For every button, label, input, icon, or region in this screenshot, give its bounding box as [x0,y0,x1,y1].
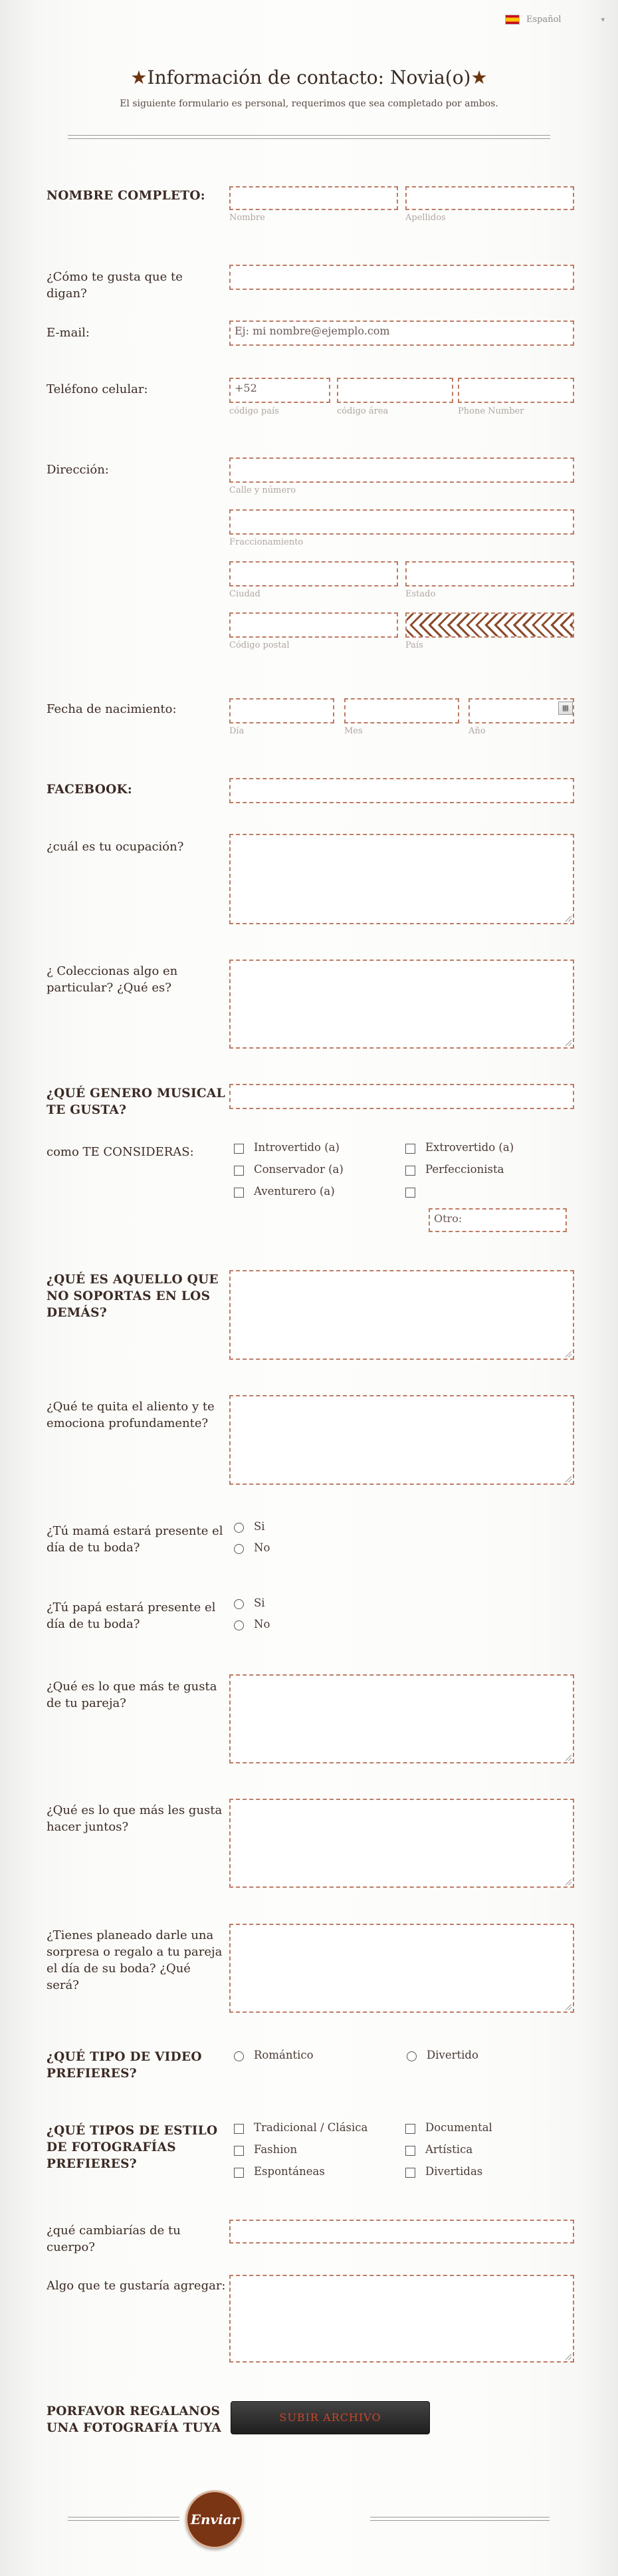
phone-country-sublabel: código país [229,406,279,416]
checkbox-tradicional[interactable] [234,2124,244,2134]
photo-style-label: ¿QUÉ TIPOS DE ESTILO DE FOTOGRAFÍAS PREFIERES? [47,2124,218,2171]
collections-textarea[interactable] [229,960,574,1049]
language-selector[interactable] [505,12,605,27]
birth-month-input[interactable] [344,698,459,723]
checkbox-aventurero[interactable] [234,1188,244,1198]
partner-like-textarea[interactable] [229,1674,574,1763]
country-select[interactable] [405,612,574,638]
option-fashion: Fashion [254,2143,298,2156]
last-name-input[interactable] [405,186,574,210]
phone-country-input[interactable]: +52 [229,378,330,403]
body-change-input[interactable] [229,2220,574,2244]
body-change-label: ¿qué cambiarías de tu cuerpo? [47,2224,181,2254]
checkbox-documental[interactable] [405,2124,415,2134]
breathtaking-label: ¿Qué te quita el aliento y te emociona profundamente? [47,1400,215,1430]
phone-area-sublabel: código área [337,406,389,416]
breathtaking-textarea[interactable] [229,1395,574,1485]
zip-input[interactable] [229,612,398,638]
language-label: Español [526,14,562,25]
radio-father-no[interactable] [234,1620,244,1630]
option-divertidas: Divertidas [425,2165,483,2178]
radio-video-divertido[interactable] [407,2051,417,2061]
birth-year-sublabel: Año [468,726,486,736]
street-sublabel: Calle y número [229,485,296,495]
birth-month-sublabel: Mes [344,726,363,736]
other-input[interactable]: Otro: [429,1208,567,1232]
email-label: E-mail: [47,326,90,340]
full-name-label: NOMBRE COMPLETO: [47,189,205,203]
phone-label: Teléfono celular: [47,382,148,396]
last-name-sublabel: Apellidos [405,213,446,223]
street-input[interactable] [229,457,574,483]
option-perfeccionista: Perfeccionista [425,1163,504,1176]
birth-day-input[interactable] [229,698,334,723]
phone-number-sublabel: Phone Number [458,406,524,416]
address-label: Dirección: [47,463,109,477]
option-video-divertido: Divertido [427,2049,478,2061]
option-artistica: Artística [425,2143,473,2156]
checkbox-divertidas[interactable] [405,2168,415,2178]
phone-number-input[interactable] [458,378,574,403]
calendar-icon[interactable]: ▦ [558,702,573,715]
occupation-label: ¿cuál es tu ocupación? [47,840,184,854]
checkbox-extrovertido[interactable] [405,1144,415,1154]
chevron-down-icon: ▾ [601,15,605,24]
dislikes-label: ¿QUÉ ES AQUELLO QUE NO SOPORTAS EN LOS DEMÁS? [47,1273,219,1320]
option-tradicional: Tradicional / Clásica [254,2121,368,2134]
photo-upload-label: PORFAVOR REGALANOS UNA FOTOGRAFÍA TUYA [47,2404,222,2435]
personality-label: como TE CONSIDERAS: [47,1145,194,1159]
facebook-input[interactable] [229,778,574,803]
radio-mother-no[interactable] [234,1544,244,1554]
facebook-label: FACEBOOK: [47,783,133,797]
music-genre-input[interactable] [229,1084,574,1109]
partner-like-label: ¿Qué es lo que más te gusta de tu pareja? [47,1680,217,1710]
option-introvertido: Introvertido (a) [254,1141,340,1154]
birthdate-label: Fecha de nacimiento: [47,702,177,716]
surprise-label: ¿Tienes planeado darle una sorpresa o regalo a tu pareja el día de su boda? ¿Qué será? [47,1928,223,1992]
phone-area-input[interactable] [337,378,453,403]
checkbox-fashion[interactable] [234,2146,244,2156]
additional-label: Algo que te gustaría agregar: [47,2279,226,2293]
option-mother-si: Si [254,1520,265,1533]
option-father-no: No [254,1618,270,1630]
surprise-textarea[interactable] [229,1924,574,2013]
footer-divider-left [68,2517,179,2521]
submit-button[interactable]: Enviar [185,2490,244,2549]
checkbox-introvertido[interactable] [234,1144,244,1154]
radio-video-romantico[interactable] [234,2051,244,2061]
star-icon: ★ [130,66,148,88]
checkbox-otro[interactable] [405,1188,415,1198]
radio-father-si[interactable] [234,1599,244,1609]
first-name-sublabel: Nombre [229,213,265,223]
option-mother-no: No [254,1541,270,1554]
together-label: ¿Qué es lo que más les gusta hacer juntos? [47,1803,223,1834]
collections-label: ¿ Coleccionas algo en particular? ¿Qué es? [47,964,178,995]
together-textarea[interactable] [229,1799,574,1888]
first-name-input[interactable] [229,186,398,210]
birth-day-sublabel: Día [229,726,245,736]
page-title: ★Información de contacto: Novia(o)★ [130,66,488,88]
checkbox-conservador[interactable] [234,1166,244,1176]
nickname-label: ¿Cómo te gusta que te digan? [47,270,183,301]
radio-mother-si[interactable] [234,1523,244,1533]
music-genre-label: ¿QUÉ GENERO MUSICAL TE GUSTA? [47,1087,225,1117]
option-father-si: Si [254,1597,265,1609]
state-sublabel: Estado [405,589,436,599]
neighborhood-input[interactable] [229,509,574,535]
state-input[interactable] [405,561,574,586]
father-present-label: ¿Tú papá estará presente el día de tu boda? [47,1601,216,1631]
option-espontaneas: Espontáneas [254,2165,325,2178]
checkbox-perfeccionista[interactable] [405,1166,415,1176]
checkbox-espontaneas[interactable] [234,2168,244,2178]
checkbox-artistica[interactable] [405,2146,415,2156]
option-aventurero: Aventurero (a) [254,1185,335,1198]
country-sublabel: País [405,640,423,650]
video-type-label: ¿QUÉ TIPO DE VIDEO PREFIERES? [47,2050,202,2081]
spain-flag-icon [505,15,520,25]
city-sublabel: Ciudad [229,589,260,599]
footer-divider-right [370,2517,550,2521]
option-documental: Documental [425,2121,492,2134]
option-conservador: Conservador (a) [254,1163,344,1176]
occupation-textarea[interactable] [229,834,574,924]
dislikes-textarea[interactable] [229,1270,574,1360]
zip-sublabel: Código postal [229,640,290,650]
divider [68,135,550,139]
city-input[interactable] [229,561,398,586]
neighborhood-sublabel: Fraccionamiento [229,537,304,547]
upload-file-button[interactable]: SUBIR ARCHIVO [231,2401,430,2434]
page-subtitle: El siguiente formulario es personal, requerimos que sea completado por ambos. [120,98,498,109]
additional-textarea[interactable] [229,2275,574,2363]
option-extrovertido: Extrovertido (a) [425,1141,514,1154]
star-icon: ★ [470,66,488,88]
nickname-input[interactable] [229,265,574,290]
option-video-romantico: Romántico [254,2049,314,2061]
email-field[interactable]: Ej: mi nombre@ejemplo.com [229,321,574,346]
mother-present-label: ¿Tú mamá estará presente el día de tu boda? [47,1524,223,1555]
